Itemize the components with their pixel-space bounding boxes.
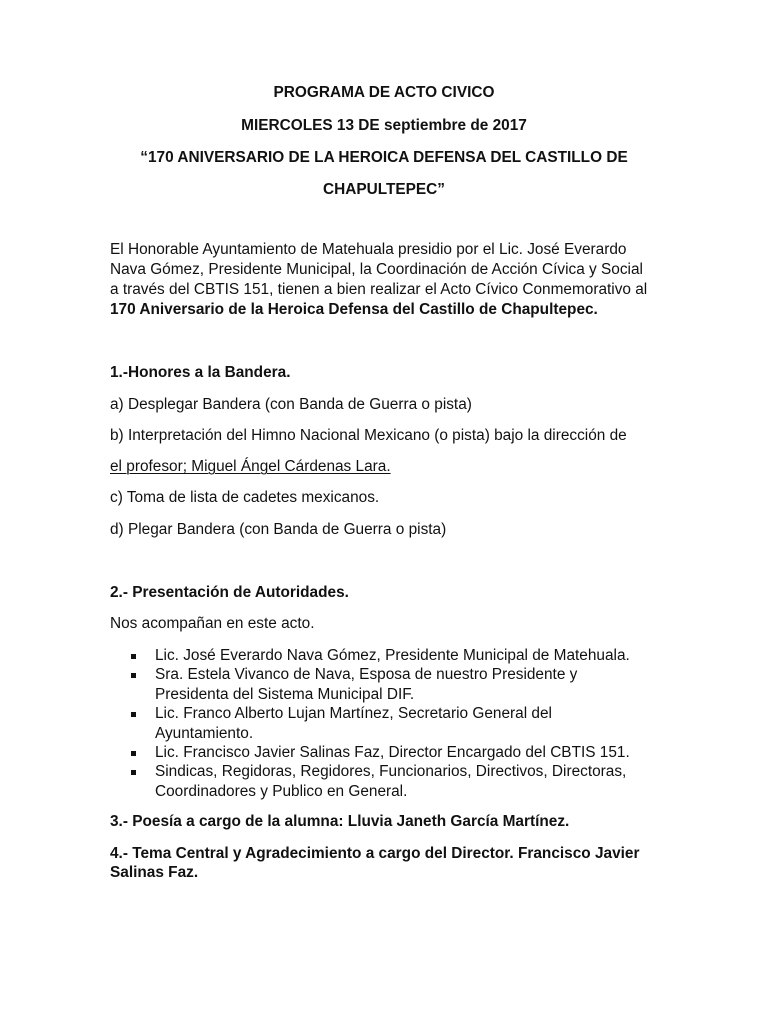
event-theme-line-1: “170 ANIVERSARIO DE LA HEROICA DEFENSA DEL CASTILLO DE: [140, 149, 628, 166]
section-3-heading: 3.- Poesía a cargo de la alumna: Lluvia Janeth García Martínez.: [110, 813, 570, 830]
list-item-text: Ayuntamiento.: [155, 724, 254, 742]
square-bullet-icon: [131, 770, 136, 775]
section-1-item-b: b) Interpretación del Himno Nacional Mexicano (o pista) bajo la dirección de: [110, 427, 627, 444]
list-item-text: Coordinadores y Publico en General.: [155, 782, 408, 800]
list-item-text: Lic. Franco Alberto Lujan Martínez, Secretario General del: [155, 705, 552, 722]
square-bullet-icon: [131, 654, 136, 659]
intro-line: El Honorable Ayuntamiento de Matehuala presidio por el Lic. José Everardo: [110, 241, 627, 258]
section-1-item-c: c) Toma de lista de cadetes mexicanos.: [110, 489, 380, 506]
square-bullet-icon: [131, 751, 136, 756]
intro-line: a través del CBTIS 151, tienen a bien realizar el Acto Cívico Conmemorativo al: [110, 281, 648, 298]
section-1-heading: 1.-Honores a la Bandera.: [110, 364, 291, 381]
list-item-text: Sindicas, Regidoras, Regidores, Funcionarios, Directivos, Directoras,: [155, 763, 627, 780]
list-item-text: Lic. Francisco Javier Salinas Faz, Director Encargado del CBTIS 151.: [155, 744, 630, 761]
intro-line-bold: 170 Aniversario de la Heroica Defensa del Castillo de Chapultepec.: [110, 301, 598, 318]
document-title: PROGRAMA DE ACTO CIVICO: [273, 84, 495, 101]
list-item-text: Lic. José Everardo Nava Gómez, Presidente Municipal de Matehuala.: [155, 647, 630, 664]
section-4-heading: 4.- Tema Central y Agradecimiento a cargo del Director. Francisco Javier: [110, 845, 640, 862]
list-item-text: Sra. Estela Vivanco de Nava, Esposa de nuestro Presidente y: [155, 666, 578, 683]
list-item-text: Presidenta del Sistema Municipal DIF.: [155, 685, 415, 703]
section-2-intro: Nos acompañan en este acto.: [110, 615, 315, 632]
section-4-heading: Salinas Faz.: [110, 864, 199, 881]
section-1-item-d: d) Plegar Bandera (con Banda de Guerra o pista): [110, 521, 447, 538]
section-2-heading: 2.- Presentación de Autoridades.: [110, 584, 349, 601]
intro-line: Nava Gómez, Presidente Municipal, la Coordinación de Acción Cívica y Social: [110, 261, 643, 278]
section-1-item-a: a) Desplegar Bandera (con Banda de Guerra o pista): [110, 396, 472, 413]
section-1-item-b-director: el profesor; Miguel Ángel Cárdenas Lara.: [110, 458, 391, 475]
event-date: MIERCOLES 13 DE septiembre de 2017: [241, 117, 527, 134]
square-bullet-icon: [131, 712, 136, 717]
event-theme-line-2: CHAPULTEPEC”: [323, 181, 445, 198]
square-bullet-icon: [131, 673, 136, 678]
